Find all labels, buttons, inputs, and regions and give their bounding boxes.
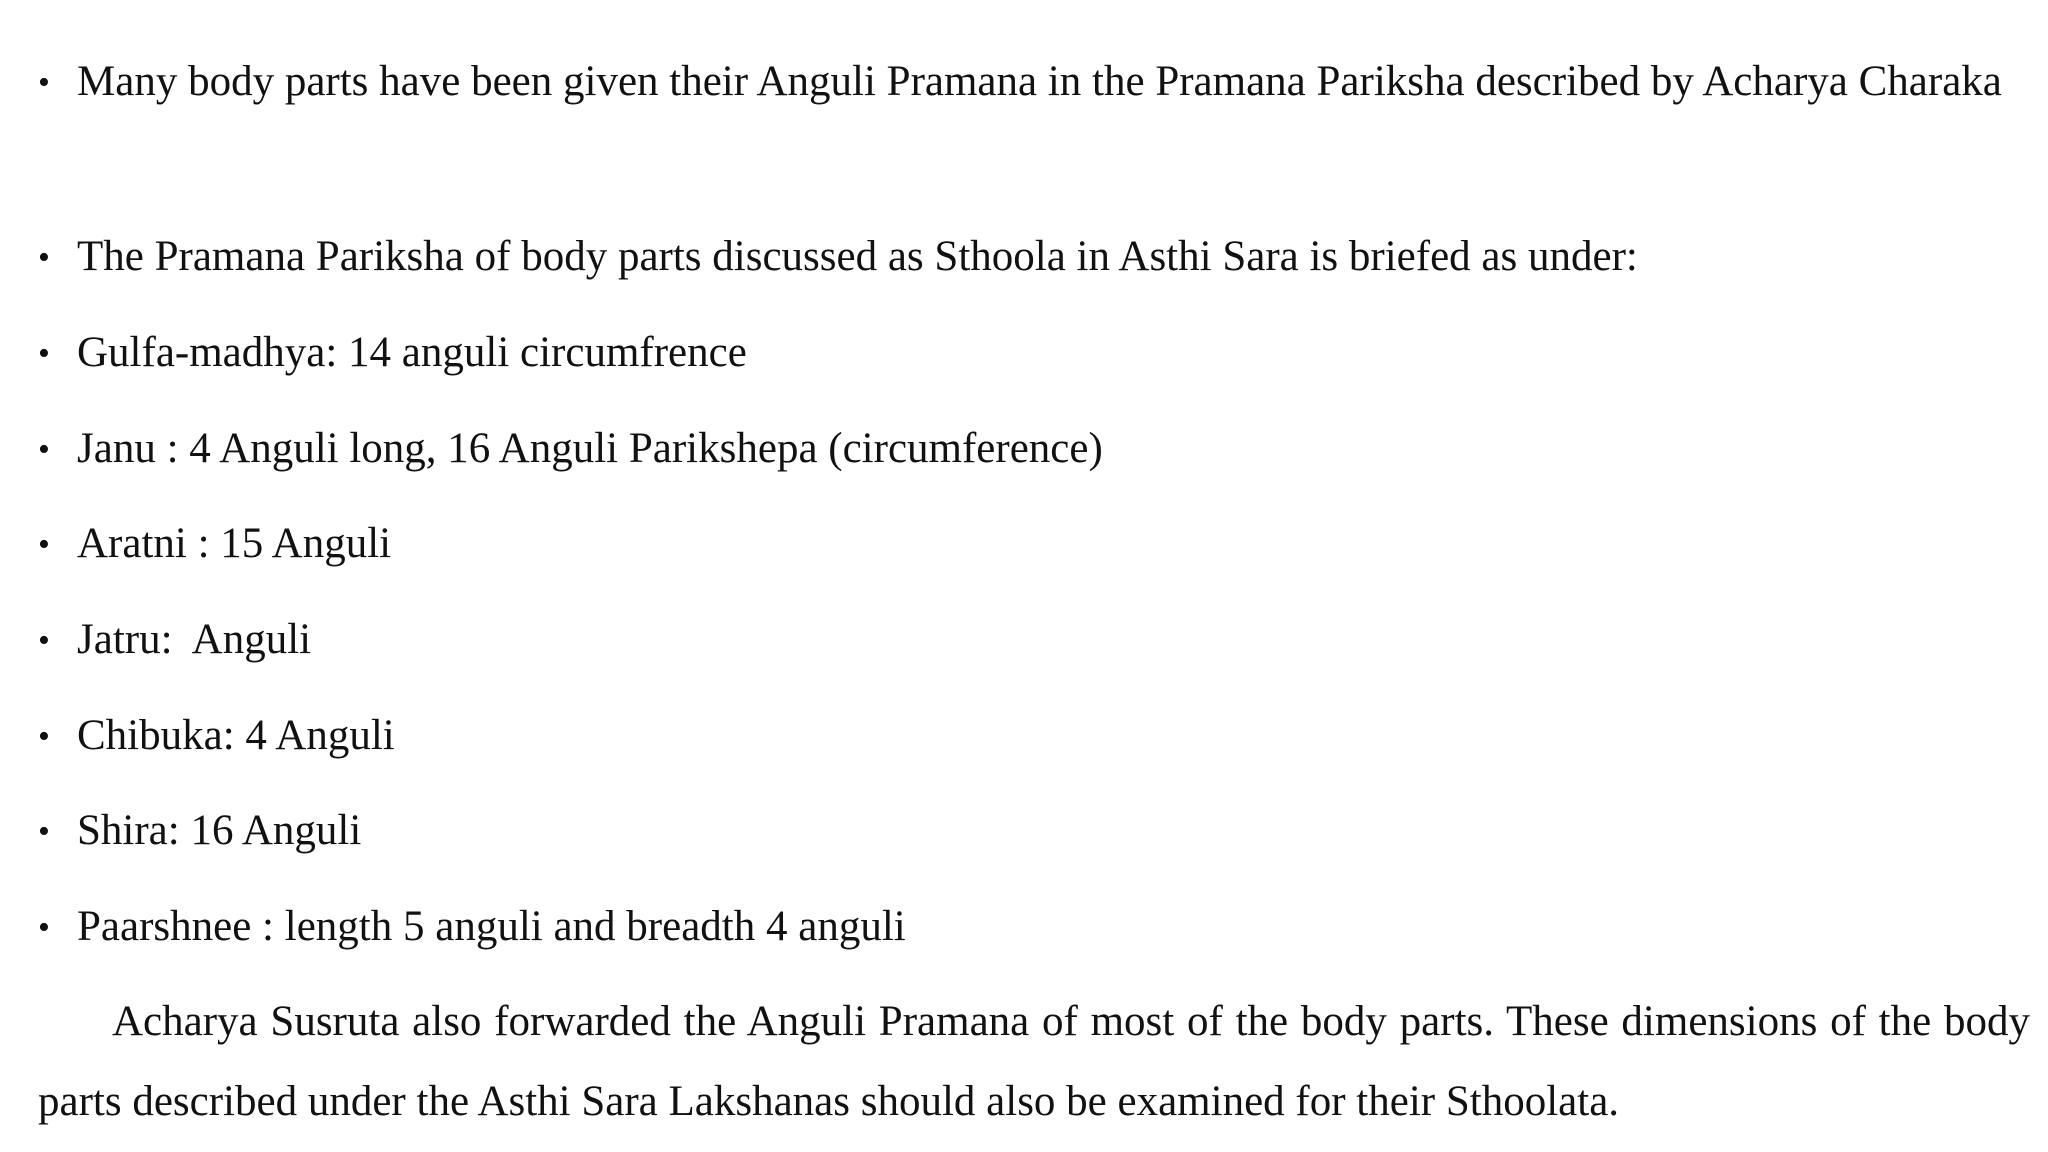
list-item-text: Aratni : 15 Anguli bbox=[77, 520, 392, 567]
list-item bbox=[38, 217, 2030, 297]
bullet-point: • bbox=[38, 431, 50, 468]
list-item bbox=[38, 42, 2030, 122]
list-item-text: Chibuka: 4 Anguli bbox=[77, 712, 395, 759]
list-item-text: Many body parts have been given their Anguli Pramana in the Pramana Pariksha described by Acharya Charaka bbox=[77, 58, 2002, 105]
bullet-point: • bbox=[38, 622, 50, 659]
list-item-text: The Pramana Pariksha of body parts discussed as Sthoola in Asthi Sara is briefed as under: bbox=[77, 233, 1638, 280]
bullet-point: • bbox=[38, 64, 50, 101]
list-item bbox=[38, 504, 2030, 584]
list-item bbox=[38, 696, 2030, 776]
bullet-point: • bbox=[38, 909, 50, 946]
bullet-point: • bbox=[38, 239, 50, 276]
bullet-point: • bbox=[38, 813, 50, 850]
bullet-point: • bbox=[38, 718, 50, 755]
list-item bbox=[38, 791, 2030, 871]
list-item bbox=[38, 600, 2030, 680]
list-item-text: Shira: 16 Anguli bbox=[77, 807, 362, 854]
list-item-text: Gulfa-madhya: 14 anguli circumfrence bbox=[77, 329, 747, 376]
bullet-point: • bbox=[38, 335, 50, 372]
list-item bbox=[38, 887, 2030, 967]
bullet-point: • bbox=[38, 526, 50, 563]
list-item bbox=[38, 409, 2030, 489]
body-paragraph: Acharya Susruta also forwarded the Anguli Pramana of most of the body parts. These dimensions of the body parts described under the Asthi Sara Lakshanas should also be examined for their Sthoolata. bbox=[38, 998, 2030, 1125]
list-item-text: Jatru: Anguli bbox=[77, 616, 312, 663]
list-item-text: Janu : 4 Anguli long, 16 Anguli Parikshepa (circumference) bbox=[77, 425, 1103, 472]
list-item-text: Paarshnee : length 5 anguli and breadth 4 anguli bbox=[77, 903, 906, 950]
list-item bbox=[38, 313, 2030, 393]
